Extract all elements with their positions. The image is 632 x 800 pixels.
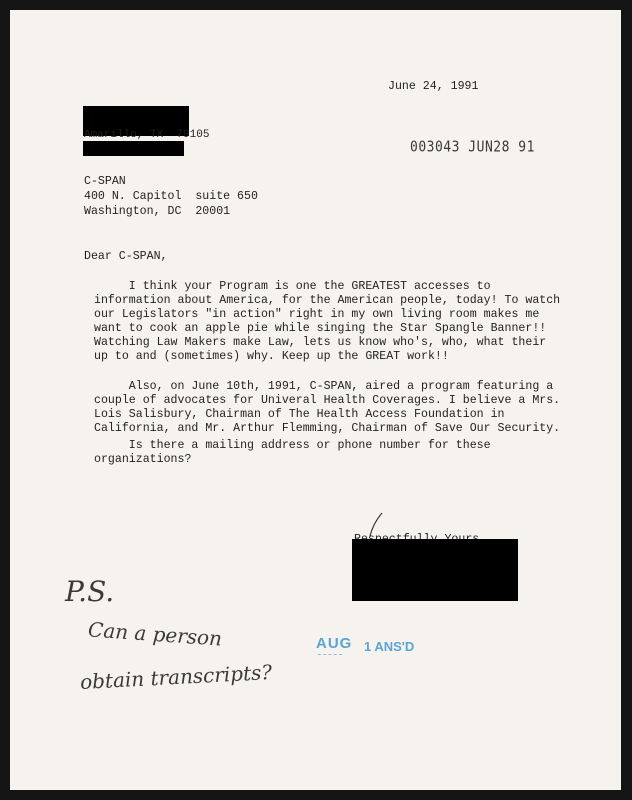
body-line: want to cook an apple pie while singing the Star Spangle Banner!! xyxy=(94,322,547,335)
body-line: organizations? xyxy=(94,453,192,466)
blue-stamp-month: AUG xyxy=(316,635,353,652)
body-line: Watching Law Makers make Law, lets us know who's, who, what their xyxy=(94,336,547,349)
stamp-underline xyxy=(318,654,342,657)
handwritten-line: Can a person xyxy=(87,617,223,651)
body-line: information about America, for the American people, today! To watch xyxy=(94,294,561,307)
body-line: California, and Mr. Arthur Flemming, Chairman of Save Our Security. xyxy=(94,422,561,435)
body-paragraph xyxy=(94,280,588,364)
body-line: up to and (sometimes) why. Keep up the GREAT work!! xyxy=(94,350,449,363)
received-date-stamp: 003043 JUN28 91 xyxy=(410,138,535,157)
body-line: I think your Program is one the GREATEST accesses to xyxy=(94,280,491,293)
body-line: Is there a mailing address or phone number for these xyxy=(94,439,491,452)
recipient-line: Washington, DC 20001 xyxy=(84,205,231,218)
letter-date: June 24, 1991 xyxy=(388,80,479,93)
sender-city-line: Amarillo, TX 79105 xyxy=(84,129,210,141)
letter-page xyxy=(10,10,621,790)
body-line: Also, on June 10th, 1991, C-SPAN, aired a program featuring a xyxy=(94,380,554,393)
redacted-signature xyxy=(352,539,518,601)
body-line: couple of advocates for Univeral Health Coverages. I believe a Mrs. xyxy=(94,394,561,407)
redacted-sender-street xyxy=(83,141,184,156)
body-line: our Legislators "in action" right in my own living room makes me xyxy=(94,308,540,321)
handwritten-line: obtain transcripts? xyxy=(79,659,273,695)
body-paragraph xyxy=(94,439,588,467)
handwritten-ps: P.S. xyxy=(65,575,115,608)
body-line: Lois Salisbury, Chairman of The Health Access Foundation in xyxy=(94,408,505,421)
recipient-line: 400 N. Capitol suite 650 xyxy=(84,190,258,203)
salutation: Dear C-SPAN, xyxy=(84,250,168,263)
recipient-line: C-SPAN xyxy=(84,175,126,188)
body-paragraph xyxy=(94,380,588,436)
blue-stamp-text: 1 ANS'D xyxy=(364,639,415,654)
